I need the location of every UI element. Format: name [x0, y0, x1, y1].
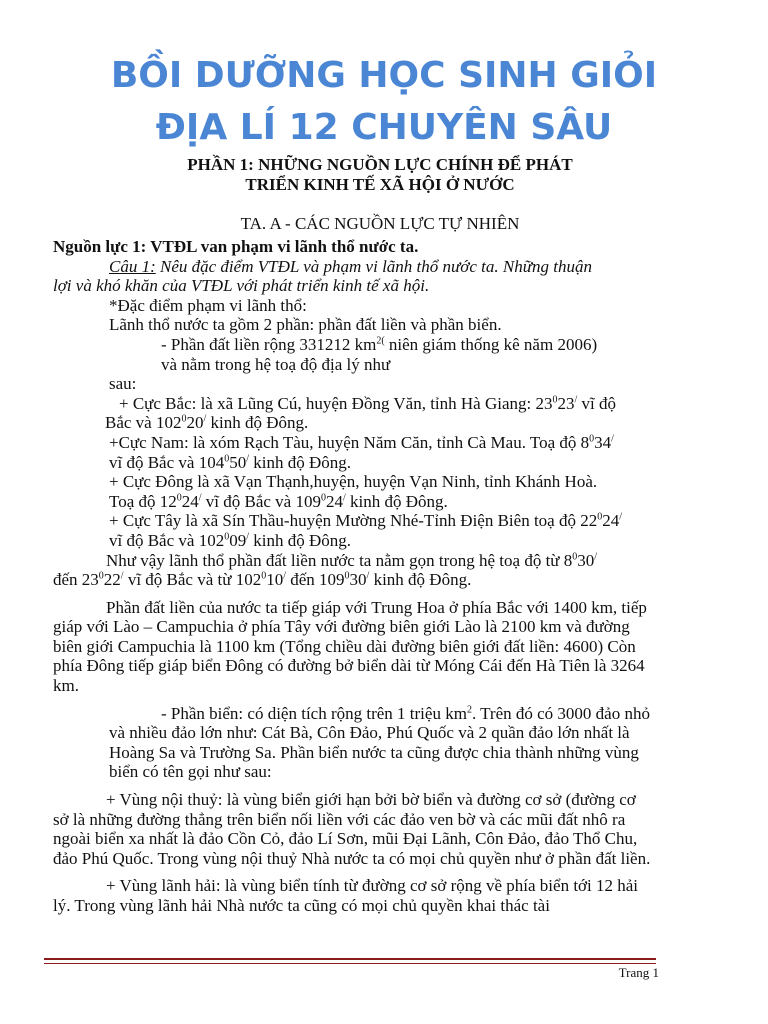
question-label: Câu 1: [109, 256, 156, 276]
section-heading: TA. A - CÁC NGUỒN LỰC TỰ NHIÊN [240, 214, 520, 233]
west-lon-text: vĩ độ Bắc và 102 [109, 530, 225, 550]
resource-heading: Nguồn lực 1: VTĐL van phạm vi lãnh thổ nước ta. [53, 237, 419, 256]
sup-min: / [342, 492, 346, 504]
summary-min4: 30 [349, 570, 367, 590]
sup-min: / [283, 570, 286, 582]
line-territory: Lãnh thổ nước ta gồm 2 phần: phần đất liền và phần biển. [109, 315, 502, 335]
sup-min: / [203, 413, 207, 425]
sup-deg: 0 [98, 570, 104, 582]
east-lat-min: 24 [181, 491, 199, 511]
sup-deg: 0 [552, 394, 558, 406]
east-point-line-2 [53, 492, 653, 512]
west-lon-min: 09 [229, 530, 247, 550]
territorial-sea-paragraph: + Vùng lãnh hải: là vùng biển tính từ đường cơ sở rộng về phía biển tới 12 hải lý. Trong vùng lãnh hải Nhà nước ta cũng có mọi chủ quyền khai thác tài [53, 876, 639, 915]
line-after: sau: [109, 374, 137, 394]
north-lat-text: vĩ độ [577, 393, 617, 413]
question-line-2: lợi và khó khăn của VTĐL với phát triển kinh tế xã hội. [53, 276, 430, 296]
sup-min: / [611, 433, 614, 445]
summary-suffix: kinh độ Đông. [369, 570, 472, 590]
summary-min3: 10 [266, 570, 284, 590]
east-lon-min: 24 [325, 491, 343, 511]
sup-min: / [246, 452, 249, 464]
south-lon-min: 50 [229, 452, 247, 472]
sup-deg: 0 [344, 570, 350, 582]
land-area-sup: 2( [376, 335, 385, 347]
sup-deg: 0 [261, 570, 267, 582]
spacer [53, 590, 653, 598]
sup-min: / [198, 492, 202, 504]
sea-text: - Phần biển: có diện tích rộng trên 1 triệu km [161, 703, 467, 723]
south-text: +Cực Nam: là xóm Rạch Tàu, huyện Năm Căn, tỉnh Cà Mau. Toạ độ 8 [109, 432, 590, 452]
north-lon-text: Bắc và 102 [105, 413, 182, 433]
spacer [53, 696, 653, 704]
sup-deg: 0 [597, 511, 603, 523]
summary-text: Như vậy lãnh thổ phần đất liền nước ta nằm gọn trong hệ toạ độ từ 8 [106, 550, 573, 570]
north-lon-min: 20 [186, 413, 204, 433]
question-text-1: Nêu đặc điểm VTĐL và phạm vi lãnh thổ nước ta. Những thuận [155, 256, 592, 276]
sup-deg: 0 [176, 492, 182, 504]
part-heading [80, 155, 680, 195]
title-line-1: BỒI DƯỠNG HỌC SINH GIỎI [110, 55, 658, 96]
summary-to: đến 23 [53, 570, 99, 590]
north-point-line-2 [53, 413, 653, 433]
south-lon-suffix: kinh độ Đông. [248, 452, 351, 472]
south-lat-min: 34 [594, 432, 612, 452]
north-point-line-1 [53, 394, 653, 414]
summary-line-1 [53, 551, 653, 571]
question-line-1 [53, 257, 653, 277]
east-lon-suffix: kinh độ Đông. [345, 491, 448, 511]
sup-deg: 0 [224, 531, 230, 543]
sup-deg: 0 [572, 550, 578, 562]
sup-min: / [574, 394, 578, 406]
sea-text-2: . Trên đó có 3000 đảo nhỏ và nhiều đảo lớn như: Cát Bà, Côn Đảo, Phú Quốc và 2 quần đảo lớn nhất là Hoàng Sa và Trường Sa. Phần biển nước ta cũng được chia thành những vùng biển có tên gọi như sau: [109, 703, 650, 782]
sup-min: / [246, 531, 249, 543]
north-text: + Cực Bắc: là xã Lũng Cú, huyện Đồng Văn, tỉnh Hà Giang: 23 [119, 393, 553, 413]
summary-mid: vĩ độ Bắc và từ 102 [123, 570, 262, 590]
summary-min2: 22 [103, 570, 121, 590]
internal-waters-paragraph: + Vùng nội thuỷ: là vùng biển giới hạn bởi bờ biển và đường cơ sở (đường cơ sở là những đường thẳng trên biển nối liền với các đảo ven bờ và các mũi đất nhô ra ngoài biển xa nhất là đảo Cồn Cỏ, đảo Lí Sơn, mũi Đại Lãnh, Côn Đảo, đảo Thổ Chu, đảo Phú Quốc. Trong vùng nội thuỷ Nhà nước ta có mọi chủ quyền như ở phần đất liền. [53, 790, 651, 868]
document-body [53, 237, 653, 916]
summary-line-2 [53, 570, 653, 590]
footer-divider [44, 958, 656, 964]
sup-min: / [619, 511, 622, 523]
land-area-source: niên giám thống kê năm 2006) [384, 334, 598, 354]
east-lat-text: Toạ độ 12 [109, 491, 177, 511]
north-lat-min: 23 [557, 393, 575, 413]
sup-min: / [366, 570, 370, 582]
west-text: + Cực Tây là xã Sín Thầu-huyện Mường Nhé-Tỉnh Điện Biên toạ độ 22 [109, 511, 598, 531]
line-features: *Đặc điểm phạm vi lãnh thổ: [109, 295, 307, 315]
spacer [53, 868, 653, 876]
sup-min: / [120, 570, 124, 582]
north-lon-suffix: kinh độ Đông. [206, 413, 309, 433]
line-coordinate-intro: và nằm trong hệ toạ độ địa lý như [161, 354, 391, 374]
east-point-line-1: + Cực Đông là xã Vạn Thạnh,huyện, huyện Vạn Ninh, tỉnh Khánh Hoà. [109, 472, 598, 492]
land-area-text: - Phần đất liền rộng 331212 km [161, 334, 377, 354]
sup-deg: 0 [320, 492, 326, 504]
line-land-area [53, 335, 653, 355]
west-lat-min: 24 [602, 511, 620, 531]
west-point-line-2 [53, 531, 653, 551]
sup-min: / [594, 550, 598, 562]
east-mid-text: vĩ độ Bắc và 109 [201, 491, 321, 511]
west-point-line-1 [53, 511, 653, 531]
part-heading-line-1: PHẦN 1: NHỮNG NGUỒN LỰC CHÍNH ĐỂ PHÁT [187, 155, 573, 174]
spacer [53, 782, 653, 790]
west-lon-suffix: kinh độ Đông. [248, 530, 351, 550]
part-heading-line-2: TRIỂN KINH TẾ XÃ HỘI Ở NƯỚC [245, 175, 515, 194]
sup-deg: 0 [181, 413, 187, 425]
document-title [40, 50, 728, 154]
page-number: Trang 1 [618, 965, 659, 980]
land-borders-paragraph: Phần đất liền của nước ta tiếp giáp với Trung Hoa ở phía Bắc với 1400 km, tiếp giáp với Lào – Campuchia ở phía Tây với đường biên giới Lào là 2100 km và đường biên giới Campuchia là 1100 km (Tổng chiều dài đường biên giới đất liền: 4600) Còn phía Đông tiếp giáp biển Đông có đường bở biển dài từ Móng Cái đến Hà Tiên là 3264 km. [53, 597, 647, 696]
south-point-line-1 [53, 433, 653, 453]
summary-min: 30 [577, 550, 595, 570]
title-line-2: ĐỊA LÍ 12 CHUYÊN SÂU [155, 107, 613, 148]
sea-paragraph [53, 704, 653, 782]
south-lon-text: vĩ độ Bắc và 104 [109, 452, 225, 472]
sup-deg: 0 [224, 452, 230, 464]
summary-mid2: đến 109 [286, 570, 345, 590]
sea-sup: 2 [466, 704, 472, 715]
south-point-line-2 [53, 453, 653, 473]
sup-deg: 0 [589, 433, 595, 445]
